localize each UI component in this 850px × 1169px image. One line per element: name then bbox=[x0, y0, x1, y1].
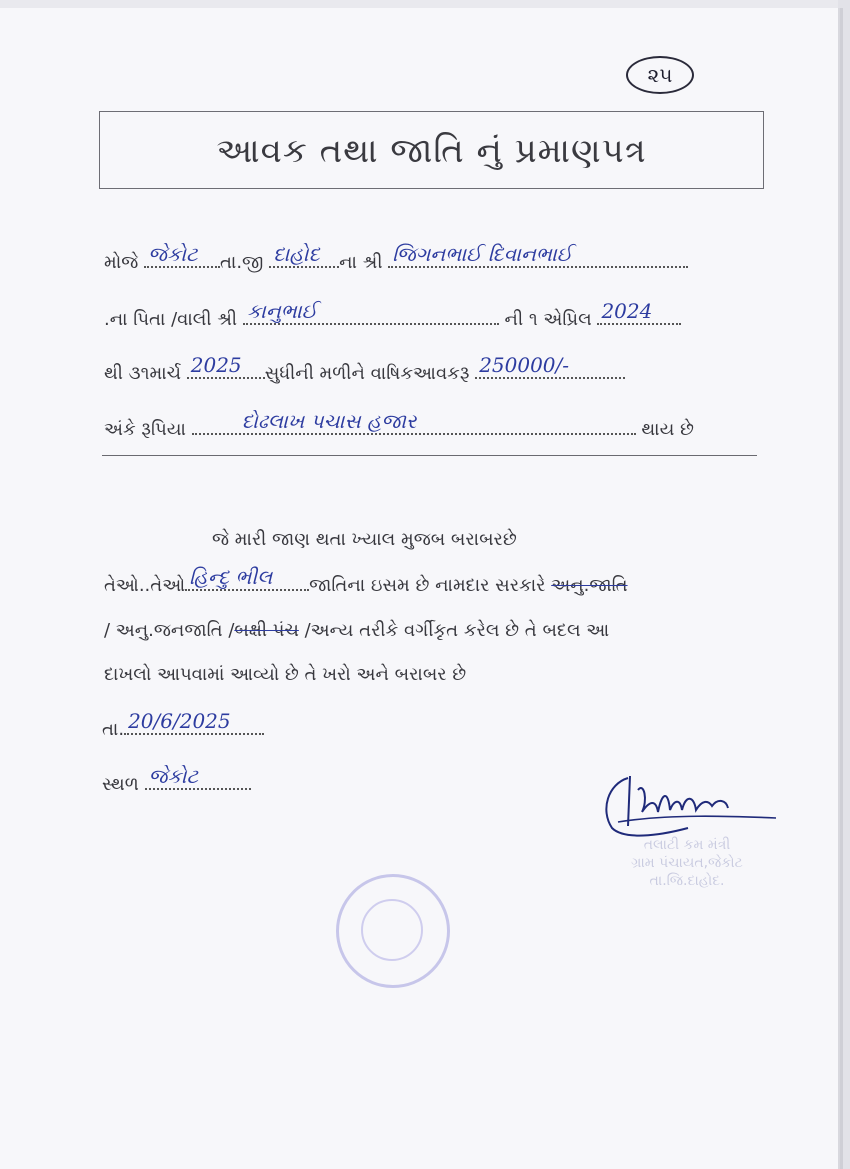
taluka-value: દાહોદ bbox=[273, 242, 320, 266]
label-income: સુધીની મળીને વાષિકઆવકરૂ bbox=[264, 363, 470, 384]
decl-line3-start: / અનુ.જનજાતિ / bbox=[104, 620, 235, 641]
village-field bbox=[144, 242, 220, 268]
label-end: થાય છે bbox=[641, 419, 694, 440]
place-field bbox=[145, 764, 251, 790]
date-value: 20/6/2025 bbox=[128, 709, 231, 733]
certificate-title: આવક તથા જાતિ નું પ્રમાણપત્ર bbox=[99, 111, 764, 189]
section-divider bbox=[102, 455, 757, 456]
to-year-field bbox=[187, 353, 265, 379]
declaration-line-2 bbox=[104, 565, 628, 596]
village-value: જેકોટ bbox=[147, 242, 198, 266]
form-line-4 bbox=[104, 409, 694, 440]
from-year-value: 2024 bbox=[601, 299, 653, 323]
caste-field bbox=[185, 565, 309, 591]
seal-inner-ring bbox=[361, 899, 423, 961]
label-from: ની ૧ એપ્રિલ bbox=[504, 309, 592, 330]
place-line bbox=[102, 764, 251, 795]
signature-mark bbox=[598, 770, 778, 840]
date-label: તા. bbox=[102, 719, 125, 740]
income-value: 250000/- bbox=[479, 353, 570, 377]
father-value: કાનુભાઈ bbox=[246, 299, 318, 323]
stamp-line-2: ગ્રામ પંચાયત,જેકોટ bbox=[631, 855, 743, 871]
declaration-line-4: દાખલો આપવામાં આવ્યો છે તે ખરો અને બરાબર છે bbox=[104, 664, 467, 685]
place-value: જેકોટ bbox=[148, 764, 199, 788]
label-thi: થી ૩૧માર્ચ bbox=[104, 363, 182, 384]
date-field bbox=[124, 709, 264, 735]
label-moje: મોજે bbox=[104, 252, 139, 273]
office-stamp bbox=[602, 836, 772, 890]
date-line bbox=[102, 709, 264, 740]
label-father: .ના પિતા /વાલી શ્રી bbox=[104, 309, 238, 330]
place-label: સ્થળ bbox=[102, 774, 139, 795]
struck-sc: અનુ.જાતિ bbox=[551, 575, 628, 596]
declaration-line-1: જે મારી જાણ થતા ખ્યાલ મુજબ બરાબરછે bbox=[212, 529, 517, 550]
form-line-1 bbox=[104, 242, 688, 273]
name-field bbox=[388, 242, 688, 268]
label-words: અંકે રૂપિયા bbox=[104, 419, 186, 440]
from-year-field bbox=[597, 299, 681, 325]
stamp-line-3: તા.જિ.દાહોદ. bbox=[649, 873, 725, 889]
declaration-line-3 bbox=[104, 620, 609, 641]
round-seal bbox=[336, 874, 450, 988]
form-line-3 bbox=[104, 353, 625, 384]
father-field bbox=[243, 299, 499, 325]
caste-value: હિન્દુ ભીલ bbox=[189, 565, 273, 589]
struck-obc: બક્ષી પંચ bbox=[234, 620, 299, 641]
name-value: જિગનભાઈ દિવાનભાઈ bbox=[392, 242, 573, 266]
label-taluka: તા.જી bbox=[219, 252, 264, 273]
words-field bbox=[192, 409, 636, 435]
form-line-2 bbox=[104, 299, 681, 330]
income-field bbox=[475, 353, 625, 379]
stamp-line-1: તલાટી કમ મંત્રી bbox=[643, 837, 731, 853]
decl-line3-end: /અન્ય તરીકે વર્ગીકૃત કરેલ છે તે બદલ આ bbox=[304, 620, 610, 641]
label-name: ના શ્રી bbox=[339, 252, 383, 273]
decl-prefix: તેઓ..તેઓ bbox=[104, 575, 186, 596]
taluka-field bbox=[269, 242, 339, 268]
decl-suffix: જાતિના ઇસમ છે નામદાર સરકારે bbox=[309, 575, 546, 596]
words-value: દોઢલાખ પચાસ હજાર bbox=[241, 409, 417, 433]
to-year-value: 2025 bbox=[190, 353, 242, 377]
page-number-circle: ૨૫ bbox=[626, 56, 694, 94]
